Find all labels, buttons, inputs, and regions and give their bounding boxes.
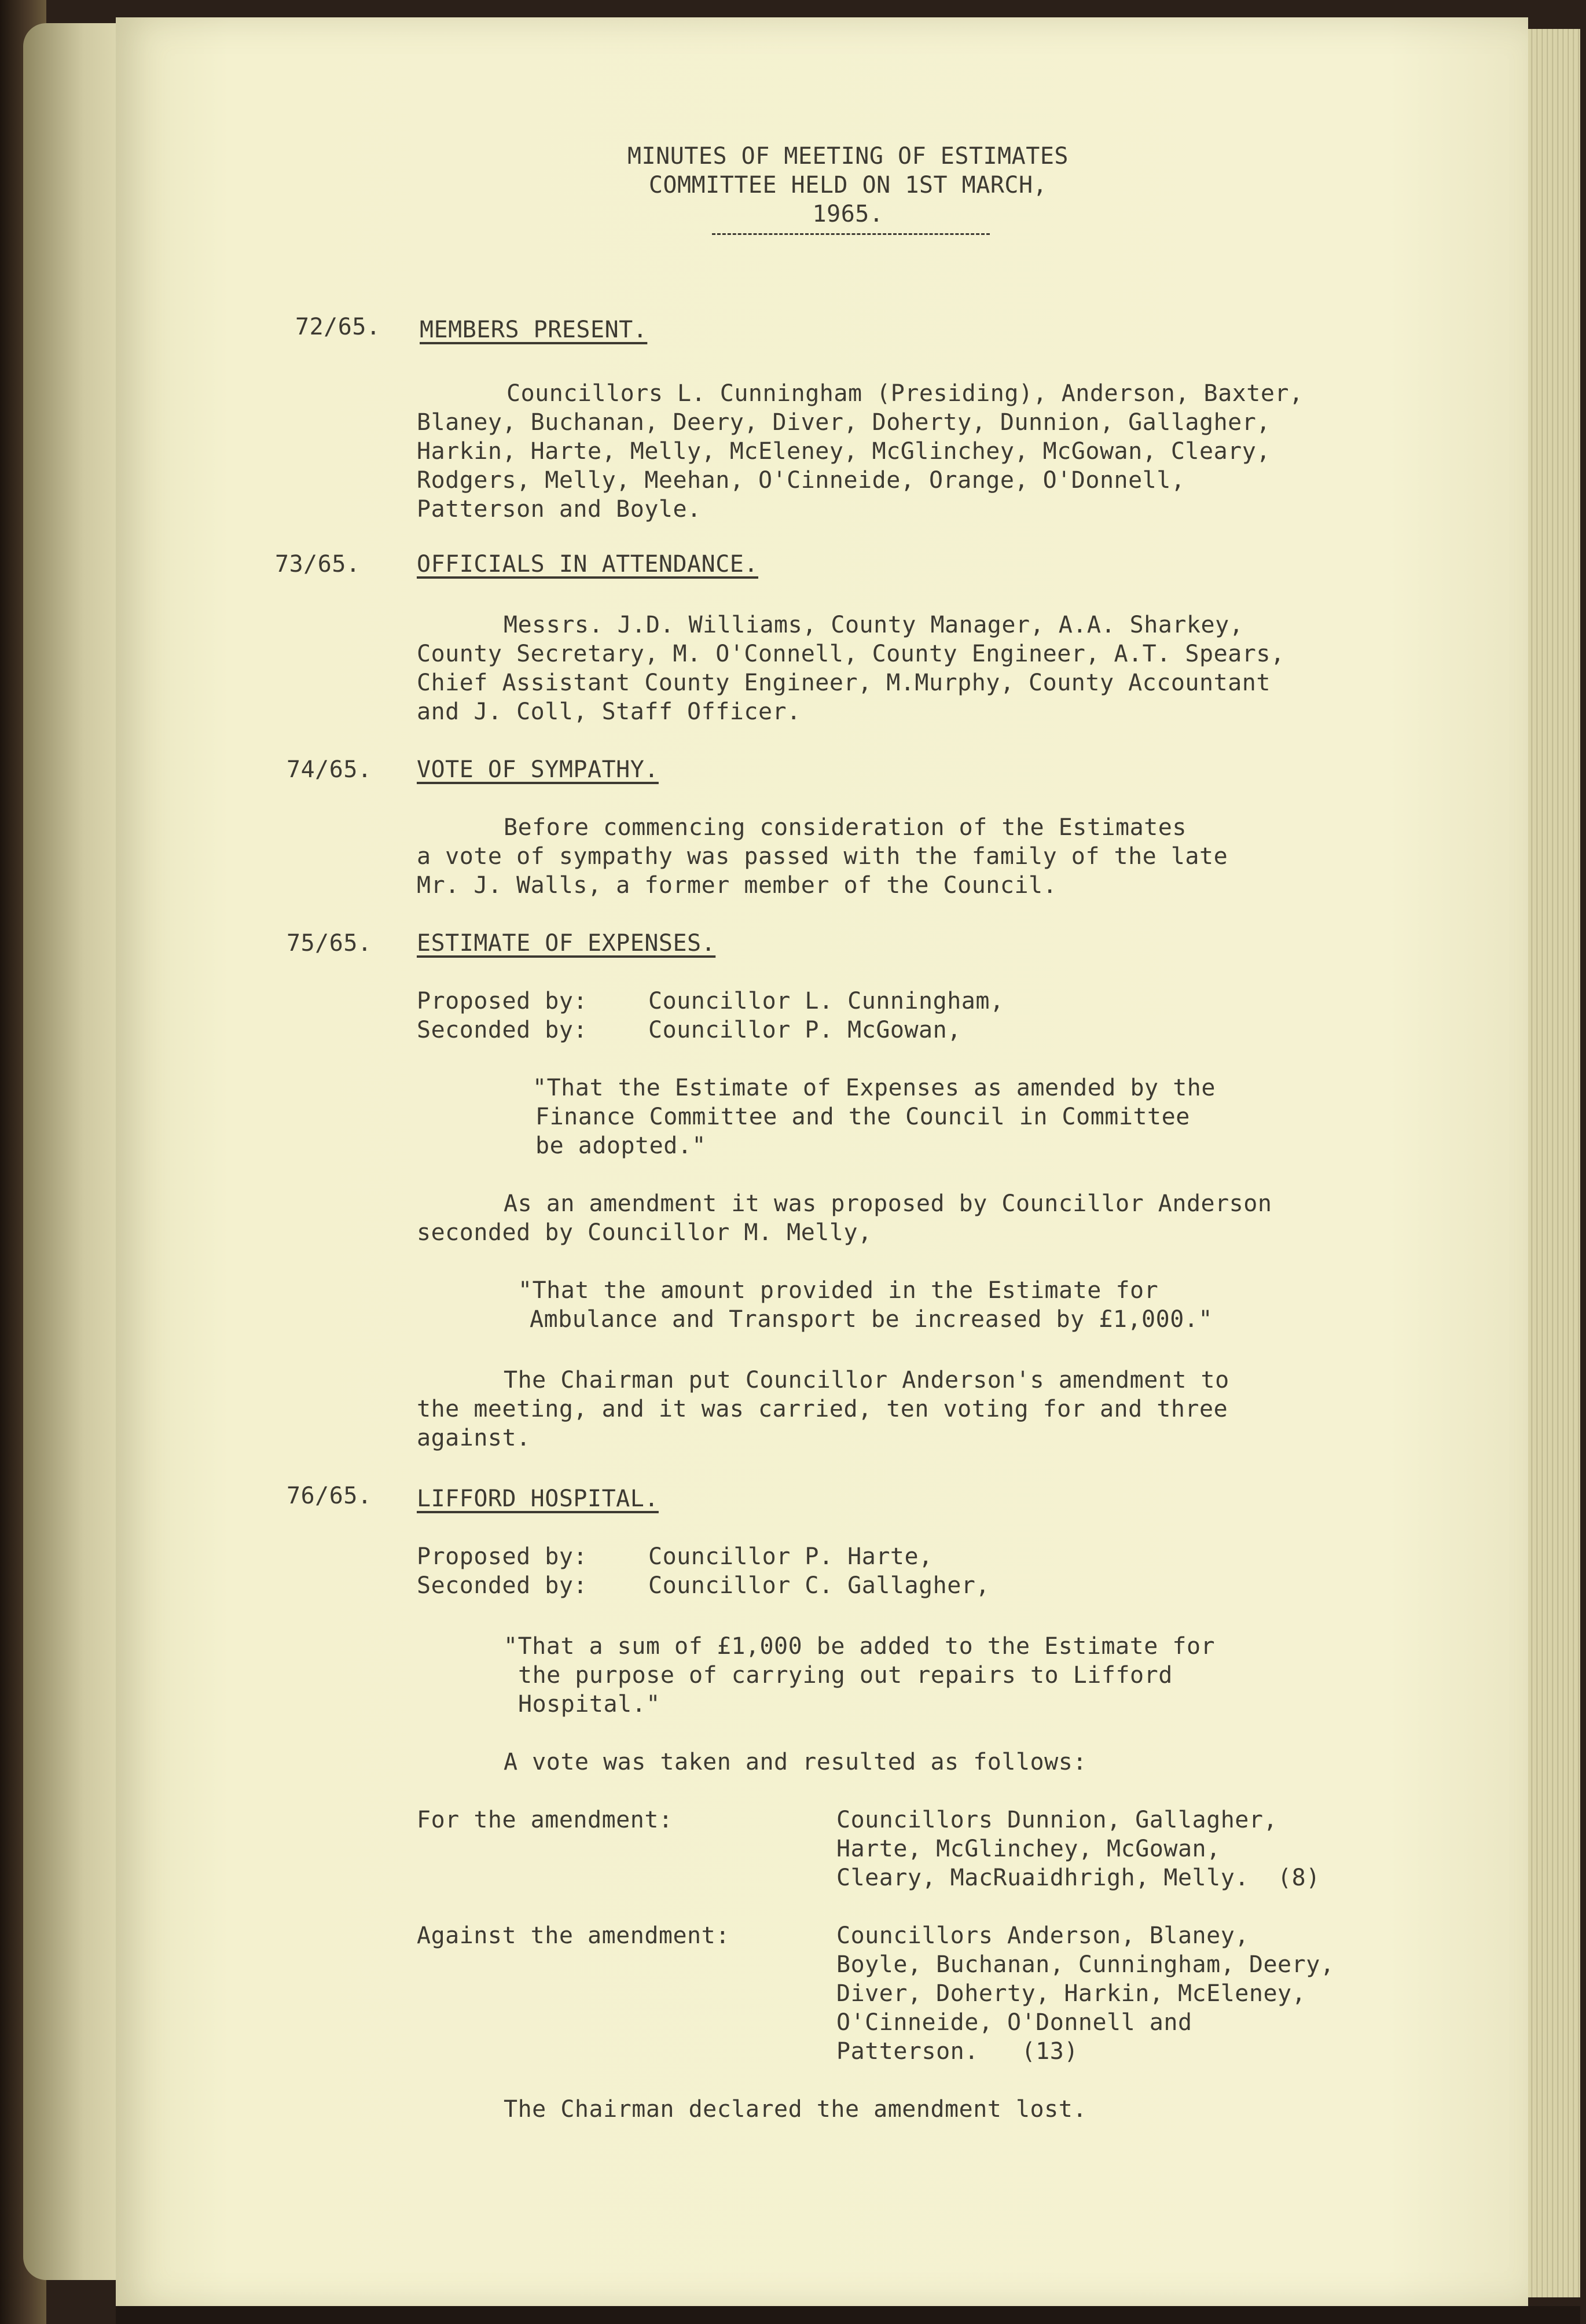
body-line: and J. Coll, Staff Officer. (417, 698, 801, 725)
motion-line: "That a sum of £1,000 be added to the Estimate for (504, 1633, 1216, 1660)
motion-line: "That the Estimate of Expenses as amended by the (533, 1075, 1216, 1101)
body-line: Messrs. J.D. Williams, County Manager, A.A. Sharkey, (504, 612, 1244, 638)
vote-against-names: Boyle, Buchanan, Cunningham, Deery, (836, 1951, 1335, 1978)
body-line: Patterson and Boyle. (417, 496, 702, 523)
body-line: Blaney, Buchanan, Deery, Diver, Doherty, Dunnion, Gallagher, (417, 409, 1271, 436)
section-heading: MEMBERS PRESENT. (420, 317, 648, 343)
body-line: Before commencing consideration of the Estimates (504, 814, 1187, 841)
proposed-by-value: Councillor P. Harte, (648, 1543, 933, 1570)
body-line: Councillors L. Cunningham (Presiding), Anderson, Baxter, (506, 380, 1304, 407)
vote-for-label: For the amendment: (417, 1807, 673, 1833)
title-line-1: MINUTES OF MEETING OF ESTIMATES (627, 143, 1069, 170)
body-line: Rodgers, Melly, Meehan, O'Cinneide, Orange, O'Donnell, (417, 467, 1185, 494)
body-line: Chief Assistant County Engineer, M.Murphy, County Accountant (417, 670, 1271, 696)
body-line: County Secretary, M. O'Connell, County Engineer, A.T. Spears, (417, 641, 1285, 667)
vote-for-names: Cleary, MacRuaidhrigh, Melly. (8) (836, 1865, 1320, 1891)
section-heading: OFFICIALS IN ATTENDANCE. (417, 551, 758, 578)
motion-line: the purpose of carrying out repairs to Lifford (518, 1662, 1173, 1689)
section-heading: ESTIMATE OF EXPENSES. (417, 930, 716, 957)
vote-intro: A vote was taken and resulted as follows: (504, 1749, 1087, 1775)
vote-against-names: Diver, Doherty, Harkin, McEleney, (836, 1980, 1306, 2007)
section-number: 75/65. (287, 930, 372, 957)
body-line: Mr. J. Walls, a former member of the Council. (417, 872, 1058, 899)
title-line-3: 1965. (812, 201, 884, 227)
proposed-by-value: Councillor L. Cunningham, (648, 988, 1004, 1014)
vote-against-label: Against the amendment: (417, 1922, 730, 1949)
motion-line: Hospital." (518, 1691, 660, 1718)
section-heading: LIFFORD HOSPITAL. (417, 1485, 659, 1512)
body-line: As an amendment it was proposed by Councillor Anderson (504, 1190, 1272, 1217)
body-line: a vote of sympathy was passed with the family of the late (417, 843, 1228, 870)
title-line-2: COMMITTEE HELD ON 1ST MARCH, (648, 172, 1048, 198)
body-line: Harkin, Harte, Melly, McEleney, McGlinchey, McGowan, Cleary, (417, 438, 1271, 465)
motion-line: be adopted." (535, 1132, 706, 1159)
vote-against-names: Patterson. (13) (836, 2038, 1078, 2065)
title-rule (712, 233, 990, 235)
proposed-by-label: Proposed by: (417, 988, 588, 1014)
section-heading: VOTE OF SYMPATHY. (417, 756, 659, 783)
vote-against-names: O'Cinneide, O'Donnell and (836, 2009, 1192, 2036)
vote-against-names: Councillors Anderson, Blaney, (836, 1922, 1249, 1949)
seconded-by-value: Councillor P. McGowan, (648, 1017, 961, 1043)
body-line: seconded by Councillor M. Melly, (417, 1219, 872, 1246)
amendment-line: Ambulance and Transport be increased by £1,000." (530, 1306, 1213, 1333)
motion-line: Finance Committee and the Council in Committee (535, 1104, 1190, 1130)
seconded-by-label: Seconded by: (417, 1572, 588, 1599)
section-number: 74/65. (287, 756, 372, 783)
amendment-line: "That the amount provided in the Estimate for (518, 1277, 1159, 1304)
seconded-by-value: Councillor C. Gallagher, (648, 1572, 990, 1599)
body-line: The Chairman put Councillor Anderson's amendment to (504, 1367, 1229, 1393)
section-number: 73/65. (275, 551, 361, 578)
proposed-by-label: Proposed by: (417, 1543, 588, 1570)
vote-for-names: Councillors Dunnion, Gallagher, (836, 1807, 1278, 1833)
seconded-by-label: Seconded by: (417, 1017, 588, 1043)
section-number: 76/65. (287, 1483, 372, 1509)
body-line: against. (417, 1425, 531, 1451)
vote-for-names: Harte, McGlinchey, McGowan, (836, 1836, 1221, 1862)
body-line: the meeting, and it was carried, ten voting for and three (417, 1396, 1228, 1422)
conclusion-line: The Chairman declared the amendment lost. (504, 2096, 1087, 2123)
section-number: 72/65. (295, 314, 381, 340)
